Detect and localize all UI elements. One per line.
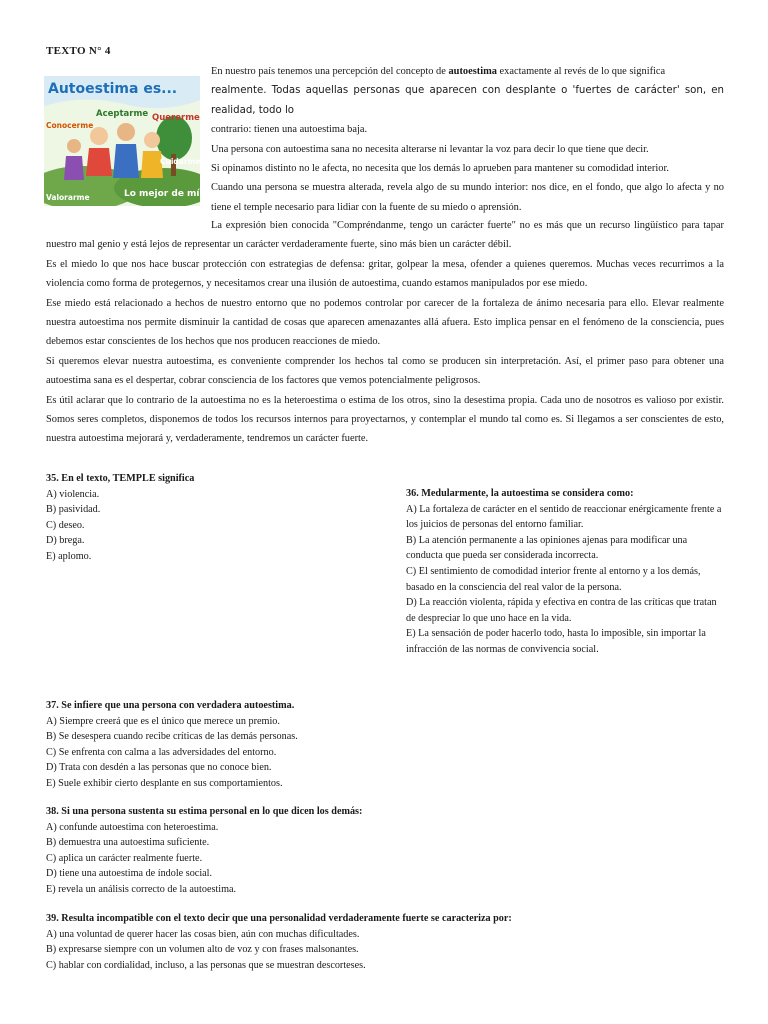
paragraph-9: Es útil aclarar que lo contrario de la autoestima no es la heteroestima o estima de los otros, sino la desestima propia. Cada uno de nosotros es valioso por existir. Somos seres completos, disponemos de todos los recursos internos para proyectarnos, y contemplar el mundo tal como es. Si llegamos a ser conscientes de esto, nuestra autoestima mejorará y, verdaderamente, tendremos un carácter fuerte. bbox=[46, 394, 724, 445]
question-35-option-e: E) aplomo. bbox=[46, 550, 92, 562]
question-39-option-b: B) expresarse siempre con un volumen alto de voz y con frases malsonantes. bbox=[46, 944, 359, 956]
question-35-option-b: B) pasividad. bbox=[46, 504, 101, 516]
paragraph-8: Si queremos elevar nuestra autoestima, es conveniente comprender los hechos tal como se producen sin interpretación. Así, el primer paso para obtener una autoestima sana es el despertar, cobrar consciencia de los factores que vemos potencialmente peligrosos. bbox=[46, 355, 724, 387]
question-37 bbox=[46, 698, 606, 792]
paragraph-2: Una persona con autoestima sana no necesita alterarse ni levantar la voz para decir lo que tiene que decir. bbox=[211, 143, 649, 155]
question-36-option-c: C) El sentimiento de comodidad interior frente al entorno y a los demás, basado en la consciencia del real valor de la persona. bbox=[406, 565, 701, 593]
question-36 bbox=[406, 486, 726, 658]
question-37-option-b: B) Se desespera cuando recibe críticas de las demás personas. bbox=[46, 731, 298, 743]
question-36-option-b: B) La atención permanente a las opiniones ajenas para modificar una conducta que pueda ser considerada incorrecta. bbox=[406, 534, 688, 562]
paragraph-1-start: En nuestro país tenemos una percepción del concepto de bbox=[211, 66, 449, 77]
question-38 bbox=[46, 804, 606, 898]
question-36-option-e: E) La sensación de poder hacerlo todo, hasta lo imposible, sin importar la infracción de las normas de convivencia social. bbox=[406, 628, 706, 655]
question-35-option-c: C) deseo. bbox=[46, 519, 85, 531]
keyword-autoestima: autoestima bbox=[448, 66, 497, 77]
question-37-option-e: E) Suele exhibir cierto desplante en sus comportamientos. bbox=[46, 777, 283, 789]
question-36-title: 36. Medularmente, la autoestima se considera como: bbox=[406, 488, 634, 499]
question-36-option-a: A) La fortaleza de carácter en el sentido de reaccionar enérgicamente frente a los juicios de personas del entorno familiar. bbox=[406, 503, 722, 531]
illustration-heading: Autoestima es... bbox=[48, 81, 178, 97]
question-38-option-c: C) aplica un carácter realmente fuerte. bbox=[46, 852, 203, 864]
question-38-option-b: B) demuestra una autoestima suficiente. bbox=[46, 837, 210, 849]
question-39 bbox=[46, 911, 706, 973]
paragraph-1-handwritten: realmente. Todas aquellas personas que aparecen con desplante o 'fuertes de carácter' son, en realidad, todo lo bbox=[211, 85, 724, 116]
question-38-option-a: A) confunde autoestima con heteroestima. bbox=[46, 821, 219, 833]
question-38-option-e: E) revela un análisis correcto de la autoestima. bbox=[46, 883, 237, 895]
paragraph-6: Es el miedo lo que nos hace buscar protección con estrategias de defensa: gritar, golpear la mesa, ofender a quienes queremos. Muchas veces recurrimos a la violencia como forma de protegernos, y necesitamos crear una ilusión de autoestima, cuando estamos manipulados por ese miedo. bbox=[46, 258, 724, 290]
paragraph-1-continued: contrario: tienen una autoestima baja. bbox=[211, 124, 368, 136]
illustration-word-valorarme: Valorarme bbox=[46, 193, 90, 202]
question-35-option-a: A) violencia. bbox=[46, 488, 100, 500]
question-39-option-a: A) una voluntad de querer hacer las cosas bien, aún con muchas dificultades. bbox=[46, 928, 360, 940]
autoestima-illustration bbox=[44, 76, 200, 206]
paragraph-7: Ese miedo está relacionado a hechos de nuestro entorno que no podemos controlar por carecer de la fortaleza de ánimo necesaria para ello. Elevar realmente nuestra autoestima nos permite disminuir la cantidad de cosas que aparecen amenazantes allá afuera. Esto implica pensar en el fenómeno de la consciencia, pues debemos estar conscientes de los hechos que nos producen reacciones de miedo. bbox=[46, 297, 724, 348]
paragraph-1-end: exactamente al revés de lo que significa bbox=[496, 66, 666, 77]
question-38-title: 38. Si una persona sustenta su estima personal en lo que dicen los demás: bbox=[46, 806, 363, 817]
body-paragraphs bbox=[46, 216, 724, 449]
illustration-word-cuidarme: Cuidarme bbox=[160, 157, 200, 166]
illustration-word-quererme: Quererme bbox=[152, 113, 200, 123]
paragraph-3: Si opinamos distinto no le afecta, no necesita que los demás lo aprueben para mantener su comodidad interior. bbox=[211, 163, 669, 175]
question-36-option-d: D) La reacción violenta, rápida y efectiva en contra de las críticas que tratan de despreciar lo que uno hace en la vida. bbox=[406, 597, 717, 624]
intro-paragraphs bbox=[211, 62, 724, 217]
question-37-option-a: A) Siempre creerá que es el único que merece un premio. bbox=[46, 715, 280, 727]
question-38-option-d: D) tiene una autoestima de índole social. bbox=[46, 868, 213, 880]
question-35-option-d: D) brega. bbox=[46, 535, 85, 547]
text-title: TEXTO N° 4 bbox=[46, 45, 111, 57]
illustration-word-lo-mejor: Lo mejor de mí bbox=[124, 189, 200, 199]
paragraph-5: La expresión bien conocida "Compréndanme, tengo un carácter fuerte" no es más que un recurso lingüístico para tapar nuestro mal genio y está lejos de representar un carácter verdaderamente fuerte, sino más bien un carácter débil. bbox=[46, 220, 724, 251]
question-37-title: 37. Se infiere que una persona con verdadera autoestima. bbox=[46, 700, 295, 711]
question-37-option-c: C) Se enfrenta con calma a las adversidades del entorno. bbox=[46, 746, 277, 758]
question-37-option-d: D) Trata con desdén a las personas que no conoce bien. bbox=[46, 762, 272, 774]
paragraph-4: Cuando una persona se muestra alterada, revela algo de su mundo interior: nos dice, en el fondo, que algo lo afecta y no tiene el temple necesario para lidiar con la fuente de su miedo o aprensión. bbox=[211, 182, 724, 213]
paragraph-1 bbox=[211, 62, 724, 81]
illustration-word-aceptarme: Aceptarme bbox=[96, 109, 149, 119]
question-39-option-c: C) hablar con cordialidad, incluso, a las personas que se muestran descorteses. bbox=[46, 959, 366, 971]
question-39-title: 39. Resulta incompatible con el texto decir que una personalidad verdaderamente fuerte se caracteriza por: bbox=[46, 913, 512, 924]
illustration-word-conocerme: Conocerme bbox=[46, 121, 94, 130]
question-35-title: 35. En el texto, TEMPLE significa bbox=[46, 473, 195, 484]
question-35 bbox=[46, 471, 366, 565]
